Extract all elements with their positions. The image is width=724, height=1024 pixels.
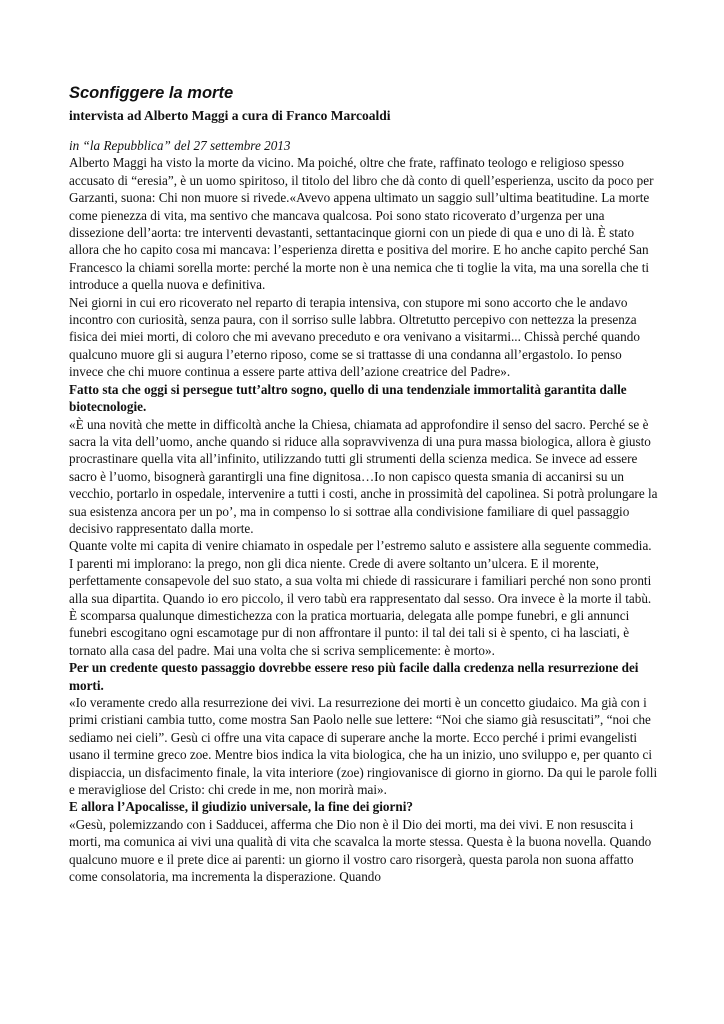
interview-question: Per un credente questo passaggio dovrebbe essere reso più facile dalla credenza nella resurrezione dei morti. [69, 660, 639, 693]
answer-paragraph: Quante volte mi capita di venire chiamato in ospedale per l’estremo saluto e assistere alla seguente commedia. I parenti mi implorano: la prego, non gli dica niente. Crede di avere soltanto un’ulcera. E il morente, perfettamente consapevole del suo stato, a sua volta mi chiede di rassicurare i familiari perché non sono pronti alla sua dipartita. Quando io ero piccolo, il vero tabù era rappresentato dal sesso. Ora invece è la morte il tabù. È scomparsa qualunque dimestichezza con la pratica mortuaria, delegata alle pompe funebri, e gli annunci funebri escogitano ogni escamotage pur di non affrontare il punto: il tal dei tali si è spento, ci ha lasciati, è tornato alla casa del padre. Mai una volta che si scriva semplicemente: è morto». [69, 538, 652, 658]
answer-paragraph: Nei giorni in cui ero ricoverato nel reparto di terapia intensiva, con stupore mi sono accorto che le andavo incontro con curiosità, senza paura, con il sorriso sulle labbra. Oltretutto percepivo con nettezza la presenza fisica dei miei morti, di coloro che mi avevano preceduto e ora venivano a visitarmi... Chissà perché quando qualcuno muore gli si augura l’eterno riposo, come se si trattasse di una condanna all’ergastolo. Io penso invece che chi muore continua a essere parte attiva dell’azione creatrice del Padre». [69, 294, 640, 380]
answer-paragraph: «Io veramente credo alla resurrezione dei vivi. La resurrezione dei morti è un concetto giudaico. Ma già con i primi cristiani cambia tutto, come mostra San Paolo nelle sue lettere: “Noi che siamo già resuscitati”, “noi che sediamo nei cieli”. Gesù ci offre una vita capace di superare anche la morte. Ecco perché i primi evangelisti usano il termine greco zoe. Mentre bios indica la vita biologica, che ha un inizio, uno sviluppo e, per quanto ci dispiaccia, un disfacimento finale, la vita interiore (zoe) ringiovanisce di giorno in giorno. Da qui le parole folli e meravigliose del Cristo: chi crede in me, non morirà mai». [69, 695, 658, 798]
article-subtitle: intervista ad Alberto Maggi a cura di Franco Marcoaldi [69, 108, 391, 123]
interview-question: E allora l’Apocalisse, il giudizio universale, la fine dei giorni? [69, 799, 413, 815]
article-source: in “la Repubblica” del 27 settembre 2013 [69, 138, 291, 153]
article-title: Sconfiggere la morte [69, 84, 234, 102]
answer-paragraph: «È una novità che mette in difficoltà anche la Chiesa, chiamata ad approfondire il senso del sacro. Perché se è sacra la vita dell’uomo, anche quando si riduce alla sopravvivenza di una pura massa biologica, allora è giusto procrastinare quella vita all’infinito, utilizzando tutti gli strumenti della scienza medica. Se invece ad essere sacro è l’uomo, bisognerà garantirgli una fine dignitosa…Io non capisco questa smania di accanirsi su un vecchio, portarlo in ospedale, intervenire a tutti i costi, anche in prossimità del capolinea. Si potrà prolungare la sua esistenza ancora per un po’, ma in compenso lo si sottrae alla condivisione familiare di quel passaggio decisivo rappresentato dalla morte. [69, 416, 658, 536]
answer-paragraph: «Gesù, polemizzando con i Sadducei, afferma che Dio non è il Dio dei morti, ma dei vivi. E non resuscita i morti, ma comunica ai vivi una qualità di vita che scavalca la morte stessa. Questa è la buona novella. Quando qualcuno muore e il prete dice ai parenti: un giorno il vostro caro risorgerà, questa parola non suona affatto come consolatoria, ma incrementa la disperazione. Quando [69, 816, 652, 885]
answer-paragraph: Alberto Maggi ha visto la morte da vicino. Ma poiché, oltre che frate, raffinato teologo e religioso spesso accusato di “eresia”, è un uomo spiritoso, il titolo del libro che dà conto di quell’esperienza, uscito da poco per Garzanti, suona: Chi non muore si rivede.«Avevo appena ultimato un saggio sull’ultima beatitudine. La morte come pienezza di vita, ma sentivo che mancava qualcosa. Poi sono stato ricoverato d’urgenza per una dissezione dell’aorta: tre interventi devastanti, settantacinque giorni con un piede di qua e uno di là. È stato allora che ho capito cosa mi mancava: l’esperienza diretta e positiva del morire. E ho anche capito perché San Francesco la chiami sorella morte: perché la morte non è una nemica che ti toglie la vita, ma una sorella che ti introduce a quella nuova e definitiva. [69, 155, 654, 293]
interview-question: Fatto sta che oggi si persegue tutt’altro sogno, quello di una tendenziale immortalità garantita dalle biotecnologie. [69, 381, 627, 415]
document-page [69, 82, 659, 885]
